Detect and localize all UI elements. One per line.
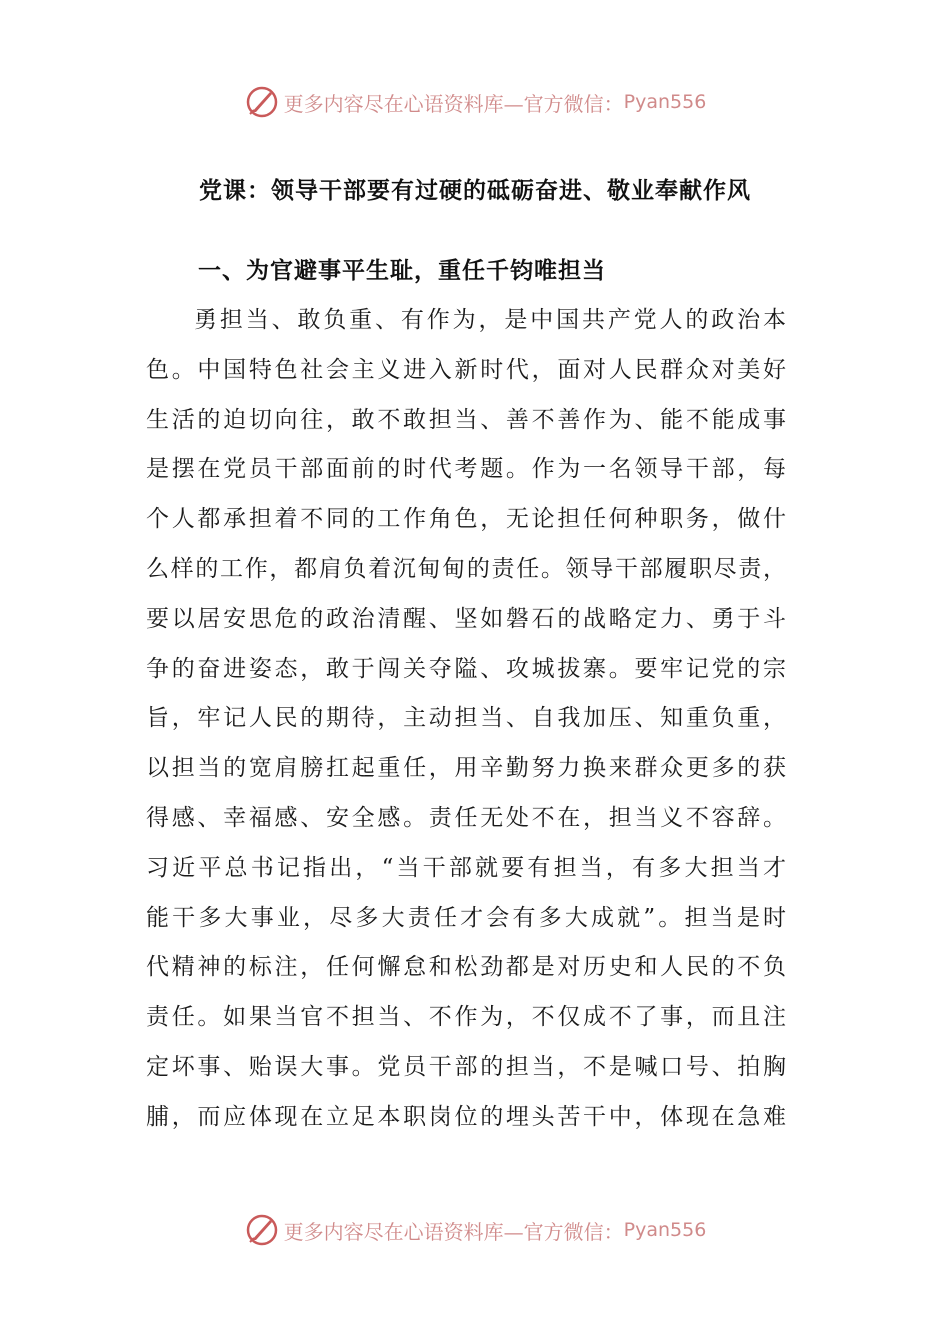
watermark-banner-top xyxy=(0,80,950,124)
watermark-text: 更多内容尽在心语资料库—官方微信： xyxy=(283,1219,624,1244)
text-line: 争的奋进姿态，敢于闯关夺隘、攻城拔寨。要牢记党的宗 xyxy=(146,655,786,682)
watermark-banner-bottom xyxy=(0,1208,950,1252)
text-line: 旨，牢记人民的期待，主动担当、自我加压、知重负重， xyxy=(146,705,786,732)
text-line: 得感、幸福感、安全感。责任无处不在，担当义不容辞。 xyxy=(146,804,786,831)
text-line: 代精神的标注，任何懈怠和松劲都是对历史和人民的不负 xyxy=(146,954,786,981)
quill-logo-icon xyxy=(244,84,280,120)
text-line: 么样的工作，都肩负着沉甸甸的责任。领导干部履职尽责， xyxy=(146,555,786,582)
text-line: 定坏事、贻误大事。党员干部的担当，不是喊口号、拍胸 xyxy=(146,1053,786,1080)
text-line: 个人都承担着不同的工作角色，无论担任何种职务，做什 xyxy=(146,506,786,533)
text-line: 要以居安思危的政治清醒、坚如磐石的战略定力、勇于斗 xyxy=(146,605,786,632)
text-line: 脯，而应体现在立足本职岗位的埋头苦干中，体现在急难 xyxy=(146,1103,786,1130)
text-line: 以担当的宽肩膀扛起重任，用辛勤努力换来群众更多的获 xyxy=(146,755,786,782)
quill-logo-icon xyxy=(244,1212,280,1248)
document-title: 党课：领导干部要有过硬的砥砺奋进、敬业奉献作风 xyxy=(199,177,751,204)
text-line: 能干多大事业，尽多大责任才会有多大成就”。担当是时 xyxy=(146,904,786,931)
text-line: 勇担当、敢负重、有作为，是中国共产党人的政治本 xyxy=(194,307,786,333)
watermark-wechat-id: Pyan556 xyxy=(623,1219,707,1241)
text-line: 生活的迫切向往，敢不敢担当、善不善作为、能不能成事 xyxy=(146,406,786,433)
section-heading: 一、为官避事平生耻，重任千钧唯担当 xyxy=(198,257,606,284)
body-paragraph xyxy=(146,302,786,1149)
text-line: 习近平总书记指出，“当干部就要有担当，有多大担当才 xyxy=(146,854,786,881)
watermark-text: 更多内容尽在心语资料库—官方微信： xyxy=(283,91,624,116)
watermark-wechat-id: Pyan556 xyxy=(623,91,707,113)
text-line: 是摆在党员干部面前的时代考题。作为一名领导干部，每 xyxy=(146,456,786,483)
text-line: 责任。如果当官不担当、不作为，不仅成不了事，而且注 xyxy=(146,1004,786,1031)
text-line: 色。中国特色社会主义进入新时代，面对人民群众对美好 xyxy=(146,356,786,383)
